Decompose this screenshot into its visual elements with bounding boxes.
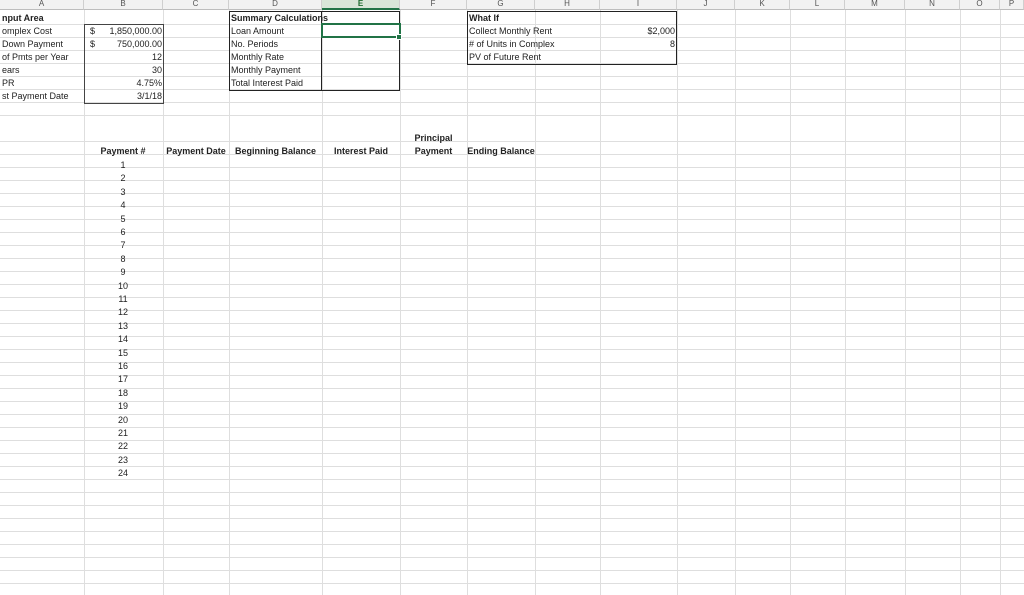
row-gridline: [0, 544, 1024, 545]
input-value-down-payment[interactable]: 750,000.00: [116, 39, 162, 49]
column-header-c[interactable]: C: [163, 0, 229, 10]
row-gridline: [0, 583, 1024, 584]
payment-number-cell[interactable]: 4: [120, 200, 126, 211]
header-beginning-balance[interactable]: Beginning Balance: [234, 146, 316, 156]
input-label-complex-cost[interactable]: omplex Cost: [2, 26, 53, 36]
input-value-pmts-per-year[interactable]: 12: [151, 52, 162, 62]
payment-number-cell[interactable]: 11: [118, 294, 128, 304]
column-header-i[interactable]: I: [600, 0, 677, 10]
payment-number-cell[interactable]: 24: [117, 468, 128, 479]
column-header-d[interactable]: D: [229, 0, 322, 10]
column-gridline: [905, 10, 906, 595]
input-value-first-payment-date[interactable]: 3/1/18: [136, 91, 162, 101]
payment-number-cell[interactable]: 2: [120, 173, 126, 184]
summary-label-monthly-payment[interactable]: Monthly Payment: [231, 65, 301, 75]
column-gridline: [229, 10, 230, 595]
input-value-complex-cost[interactable]: 1,850,000.00: [109, 26, 162, 36]
column-gridline: [1000, 10, 1001, 595]
header-payment-num[interactable]: Payment #: [100, 146, 146, 156]
column-header-o[interactable]: O: [960, 0, 1000, 10]
column-header-a[interactable]: A: [0, 0, 84, 10]
input-label-pmts-per-year[interactable]: of Pmts per Year: [2, 52, 69, 62]
payment-number-cell[interactable]: 21: [117, 428, 128, 438]
payment-number-cell[interactable]: 14: [117, 334, 128, 345]
header-principal-line1[interactable]: Principal: [414, 133, 453, 143]
column-header-g[interactable]: G: [467, 0, 535, 10]
row-gridline: [0, 505, 1024, 506]
column-header-e[interactable]: E: [322, 0, 400, 10]
summary-title[interactable]: Summary Calculations: [231, 13, 329, 23]
payment-number-cell[interactable]: 8: [120, 253, 126, 264]
row-gridline: [0, 141, 1024, 142]
column-gridline: [790, 10, 791, 595]
payment-number-cell[interactable]: 16: [117, 361, 128, 371]
currency-symbol: $: [90, 26, 96, 36]
header-interest-paid[interactable]: Interest Paid: [333, 146, 389, 156]
column-gridline: [960, 10, 961, 595]
what-if-label-pv-future-rent[interactable]: PV of Future Rent: [469, 52, 542, 62]
column-gridline: [400, 10, 401, 595]
payment-number-cell[interactable]: 22: [117, 441, 128, 452]
what-if-label-monthly-rent[interactable]: Collect Monthly Rent: [469, 26, 553, 36]
summary-label-no-periods[interactable]: No. Periods: [231, 39, 279, 49]
input-values-border: [84, 24, 164, 104]
column-gridline: [467, 10, 468, 595]
header-ending-balance[interactable]: Ending Balance: [467, 146, 535, 156]
payment-number-cell[interactable]: 1: [120, 160, 126, 170]
column-header-m[interactable]: M: [845, 0, 905, 10]
column-header-f[interactable]: F: [400, 0, 467, 10]
input-area-title[interactable]: nput Area: [2, 13, 44, 23]
what-if-value-units[interactable]: 8: [669, 39, 675, 49]
input-label-apr[interactable]: PR: [2, 78, 15, 88]
payment-number-cell[interactable]: 15: [117, 347, 128, 358]
payment-number-cell[interactable]: 10: [117, 280, 128, 291]
currency-symbol: $: [90, 39, 96, 49]
header-principal-line2[interactable]: Payment: [414, 146, 453, 156]
column-gridline: [677, 10, 678, 595]
what-if-title[interactable]: What If: [469, 13, 499, 23]
column-header-n[interactable]: N: [905, 0, 960, 10]
row-gridline: [0, 115, 1024, 116]
payment-number-cell[interactable]: 3: [120, 186, 126, 197]
payment-number-cell[interactable]: 9: [120, 267, 126, 278]
row-gridline: [0, 557, 1024, 558]
payment-number-cell[interactable]: 20: [117, 414, 128, 425]
row-gridline: [0, 570, 1024, 571]
column-header-l[interactable]: L: [790, 0, 845, 10]
payment-number-cell[interactable]: 19: [117, 401, 128, 412]
payment-number-cell[interactable]: 23: [117, 454, 128, 465]
column-gridline: [735, 10, 736, 595]
selected-cell[interactable]: [321, 23, 401, 38]
summary-label-monthly-rate[interactable]: Monthly Rate: [231, 52, 285, 62]
payment-number-cell[interactable]: 13: [117, 320, 128, 331]
column-gridline: [845, 10, 846, 595]
row-gridline: [0, 518, 1024, 519]
payment-number-cell[interactable]: 17: [117, 374, 128, 385]
summary-label-total-interest[interactable]: Total Interest Paid: [231, 78, 304, 88]
input-label-first-payment-date[interactable]: st Payment Date: [2, 91, 69, 101]
payment-number-cell[interactable]: 5: [120, 213, 126, 224]
fill-handle[interactable]: [396, 34, 402, 40]
column-gridline: [600, 10, 601, 595]
row-gridline: [0, 492, 1024, 493]
column-header-b[interactable]: B: [84, 0, 163, 10]
input-value-years[interactable]: 30: [151, 65, 162, 75]
payment-number-cell[interactable]: 6: [120, 227, 126, 237]
row-gridline: [0, 531, 1024, 532]
payment-number-cell[interactable]: 7: [120, 240, 126, 251]
input-label-down-payment[interactable]: Down Payment: [2, 39, 64, 49]
column-header-k[interactable]: K: [735, 0, 790, 10]
input-value-apr[interactable]: 4.75%: [136, 78, 162, 88]
payment-number-cell[interactable]: 12: [117, 307, 128, 318]
what-if-value-monthly-rent[interactable]: $2,000: [647, 26, 675, 36]
input-label-years[interactable]: ears: [2, 65, 20, 75]
column-header-p[interactable]: P: [1000, 0, 1024, 10]
payment-number-cell[interactable]: 18: [117, 387, 128, 398]
column-gridline: [322, 10, 323, 595]
column-gridline: [535, 10, 536, 595]
what-if-label-units[interactable]: # of Units in Complex: [469, 39, 555, 49]
column-header-j[interactable]: J: [677, 0, 735, 10]
column-header-h[interactable]: H: [535, 0, 600, 10]
summary-label-loan-amount[interactable]: Loan Amount: [231, 26, 285, 36]
header-payment-date[interactable]: Payment Date: [166, 146, 226, 156]
